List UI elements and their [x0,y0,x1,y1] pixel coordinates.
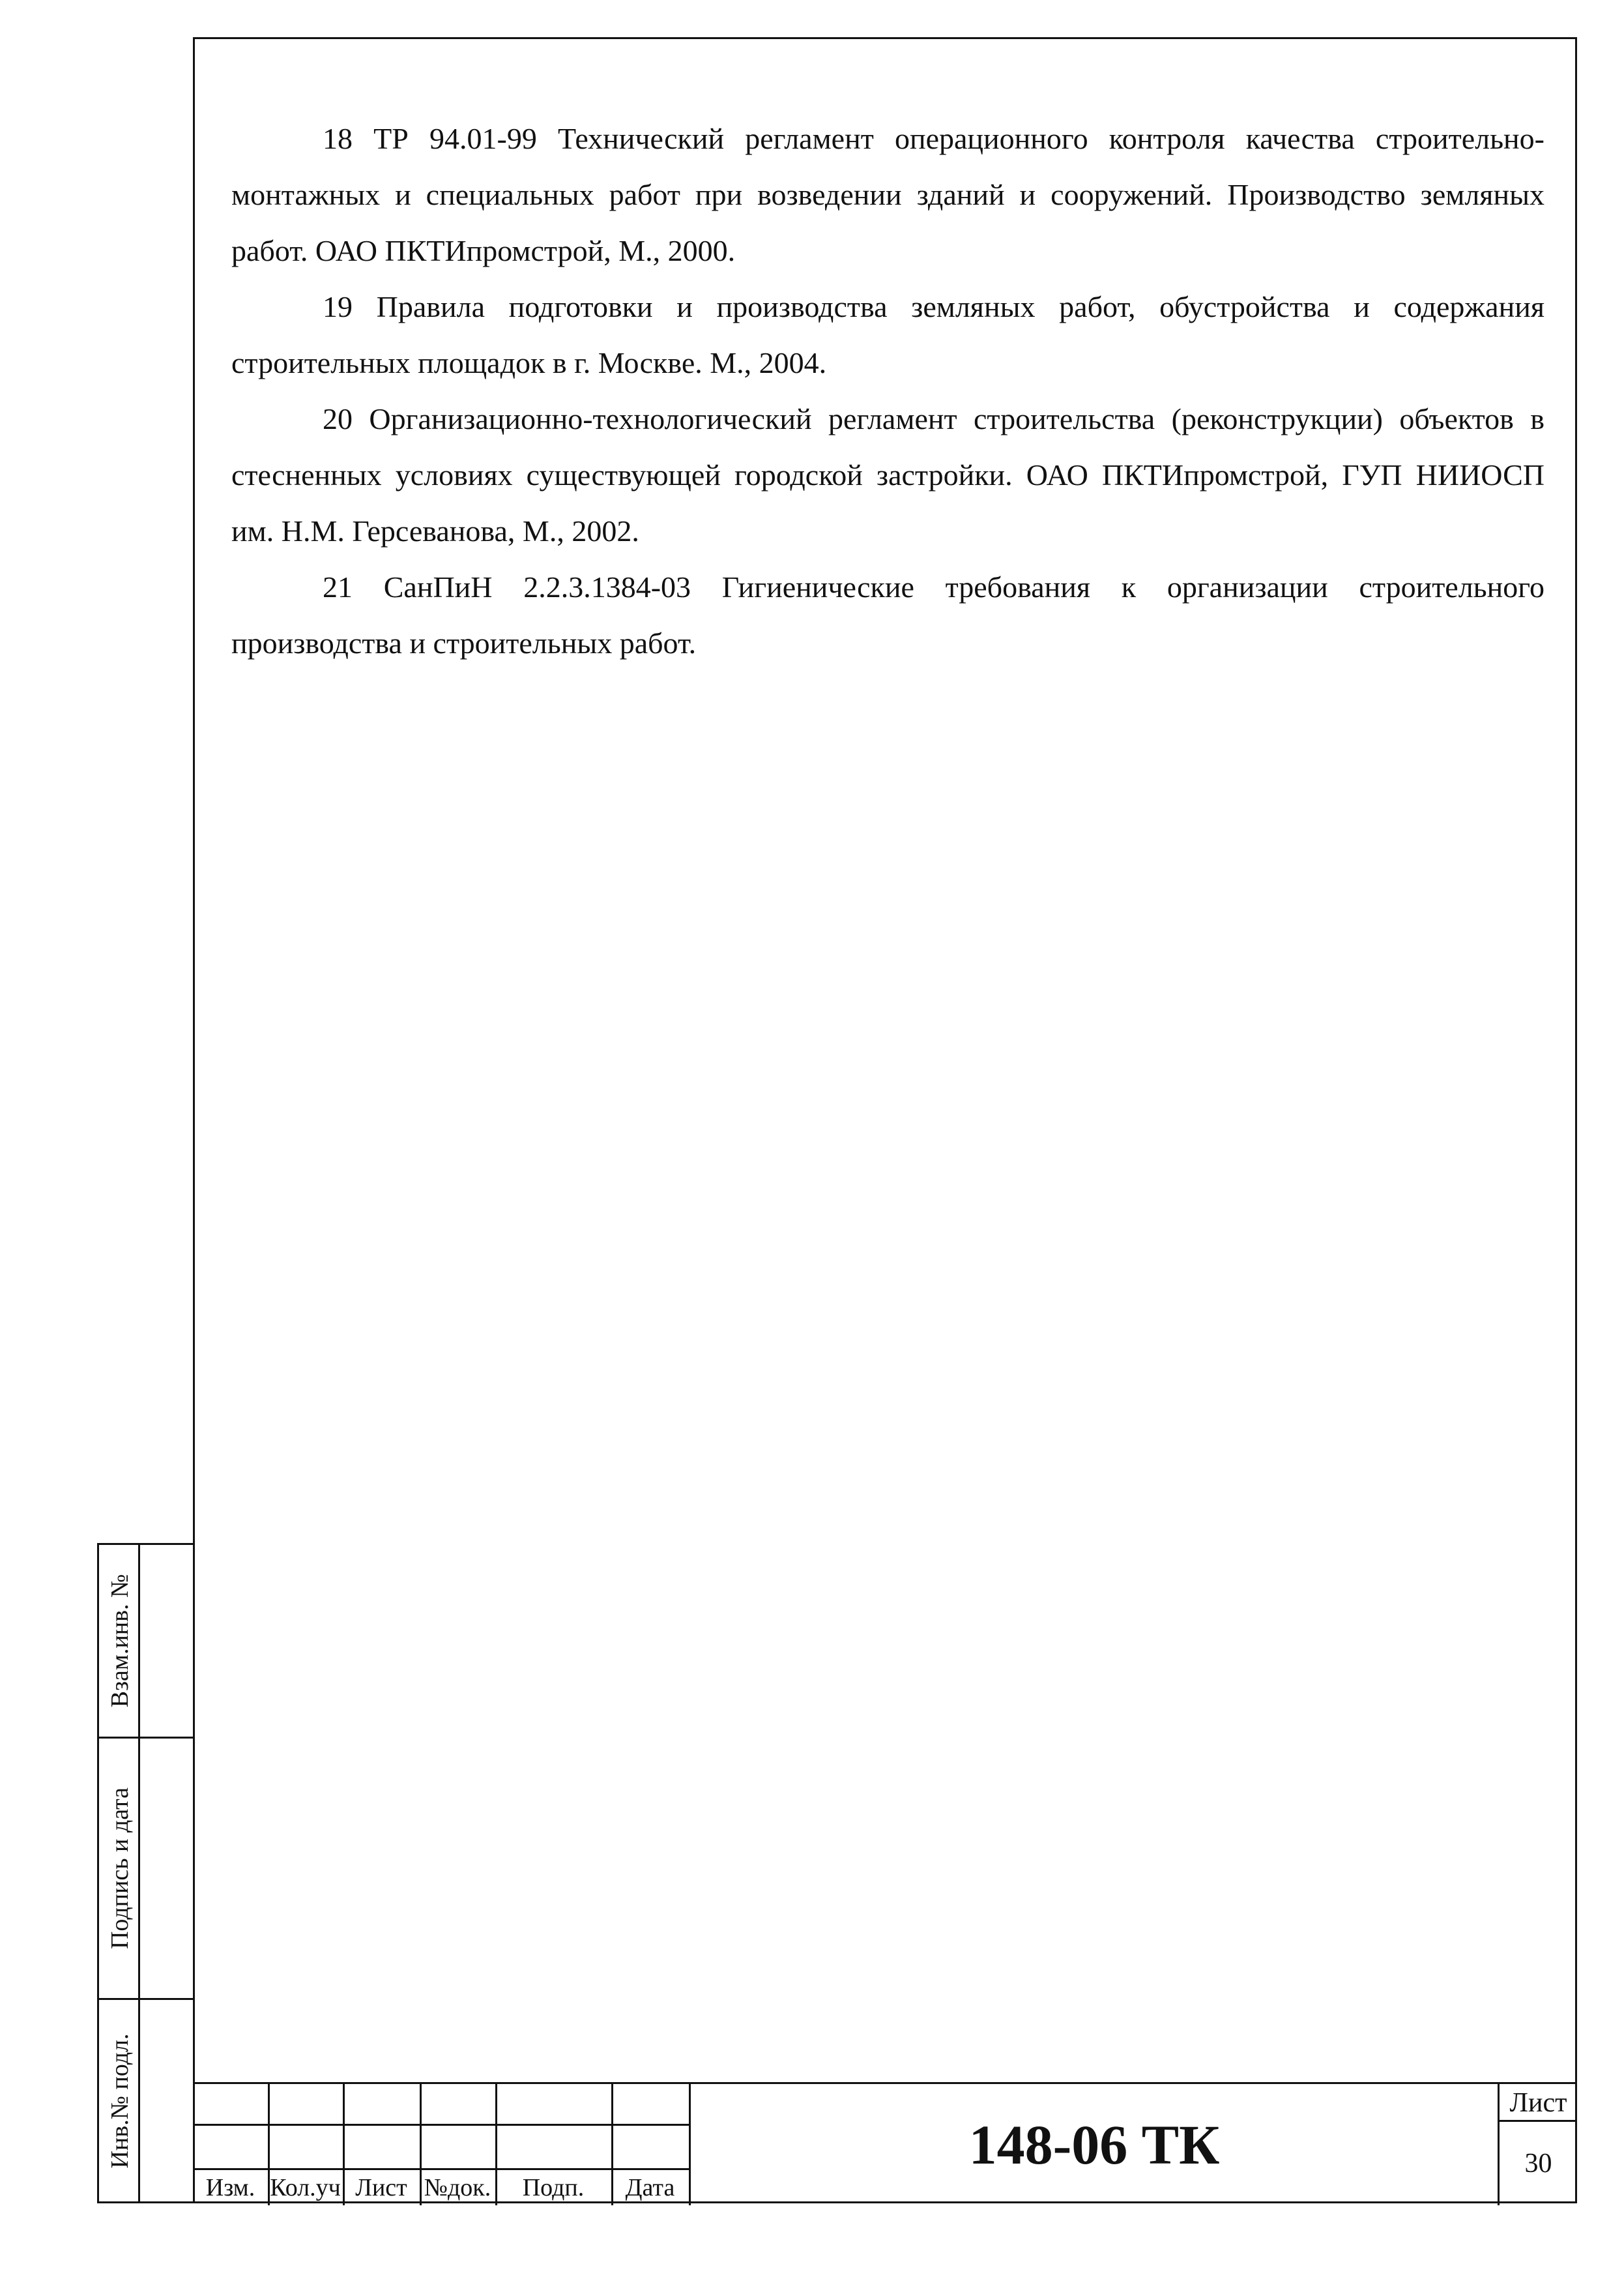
side-value-vzam-inv [140,1545,195,1739]
column-header-izm: Изм. [205,2174,255,2201]
reference-item-21: 21 СанПиН 2.2.3.1384-03 Гигиенические требования к организации строительного производства и строительных работ. [231,570,1544,660]
side-cell-vzam-inv [99,1545,140,1739]
side-label-inv-podl: Инв.№ подл. [106,2033,134,2169]
sheet-label: Лист [1500,2084,1577,2122]
reference-item-19: 19 Правила подготовки и производства земляных работ, обустройства и содержания строительных площадок в г. Москве. М., 2004. [231,290,1544,379]
title-block [193,2082,1577,2203]
side-label-vzam-inv: Взам.инв. № [106,1574,134,1708]
revision-table [193,2084,689,2205]
reference-item-20: 20 Организационно-технологический регламент строительства (реконструкции) объектов в стесненных условиях существующей городской застройки. ОАО ПКТИпромстрой, ГУП НИИОСП им. Н.М. Герсеванова, М., 2002. [231,402,1544,548]
sheet-number: 30 [1524,2149,1552,2179]
column-header-nom-dok: №док. [424,2174,491,2201]
side-stamp [97,1543,193,2203]
side-cell-podpis-data [99,1739,140,2000]
side-value-podpis-data [140,1739,195,2000]
reference-item-18: 18 ТР 94.01-99 Технический регламент операционного контроля качества строительно-монтажных и специальных работ при возведении зданий и сооружений. Производство земляных работ. ОАО ПКТИпромстрой, М., 2000. [231,122,1544,267]
document-body [231,111,1544,671]
column-header-kol-uch: Кол.уч [270,2174,341,2201]
side-cell-inv-podl [99,2000,140,2201]
column-header-list: Лист [355,2174,407,2201]
side-stamp-labels [99,1545,140,2201]
document-code: 148-06 ТК [689,2084,1500,2205]
side-value-inv-podl [140,2000,195,2201]
column-header-data: Дата [625,2174,675,2201]
column-header-podp: Подп. [522,2174,585,2201]
side-label-podpis-data: Подпись и дата [106,1787,134,1950]
